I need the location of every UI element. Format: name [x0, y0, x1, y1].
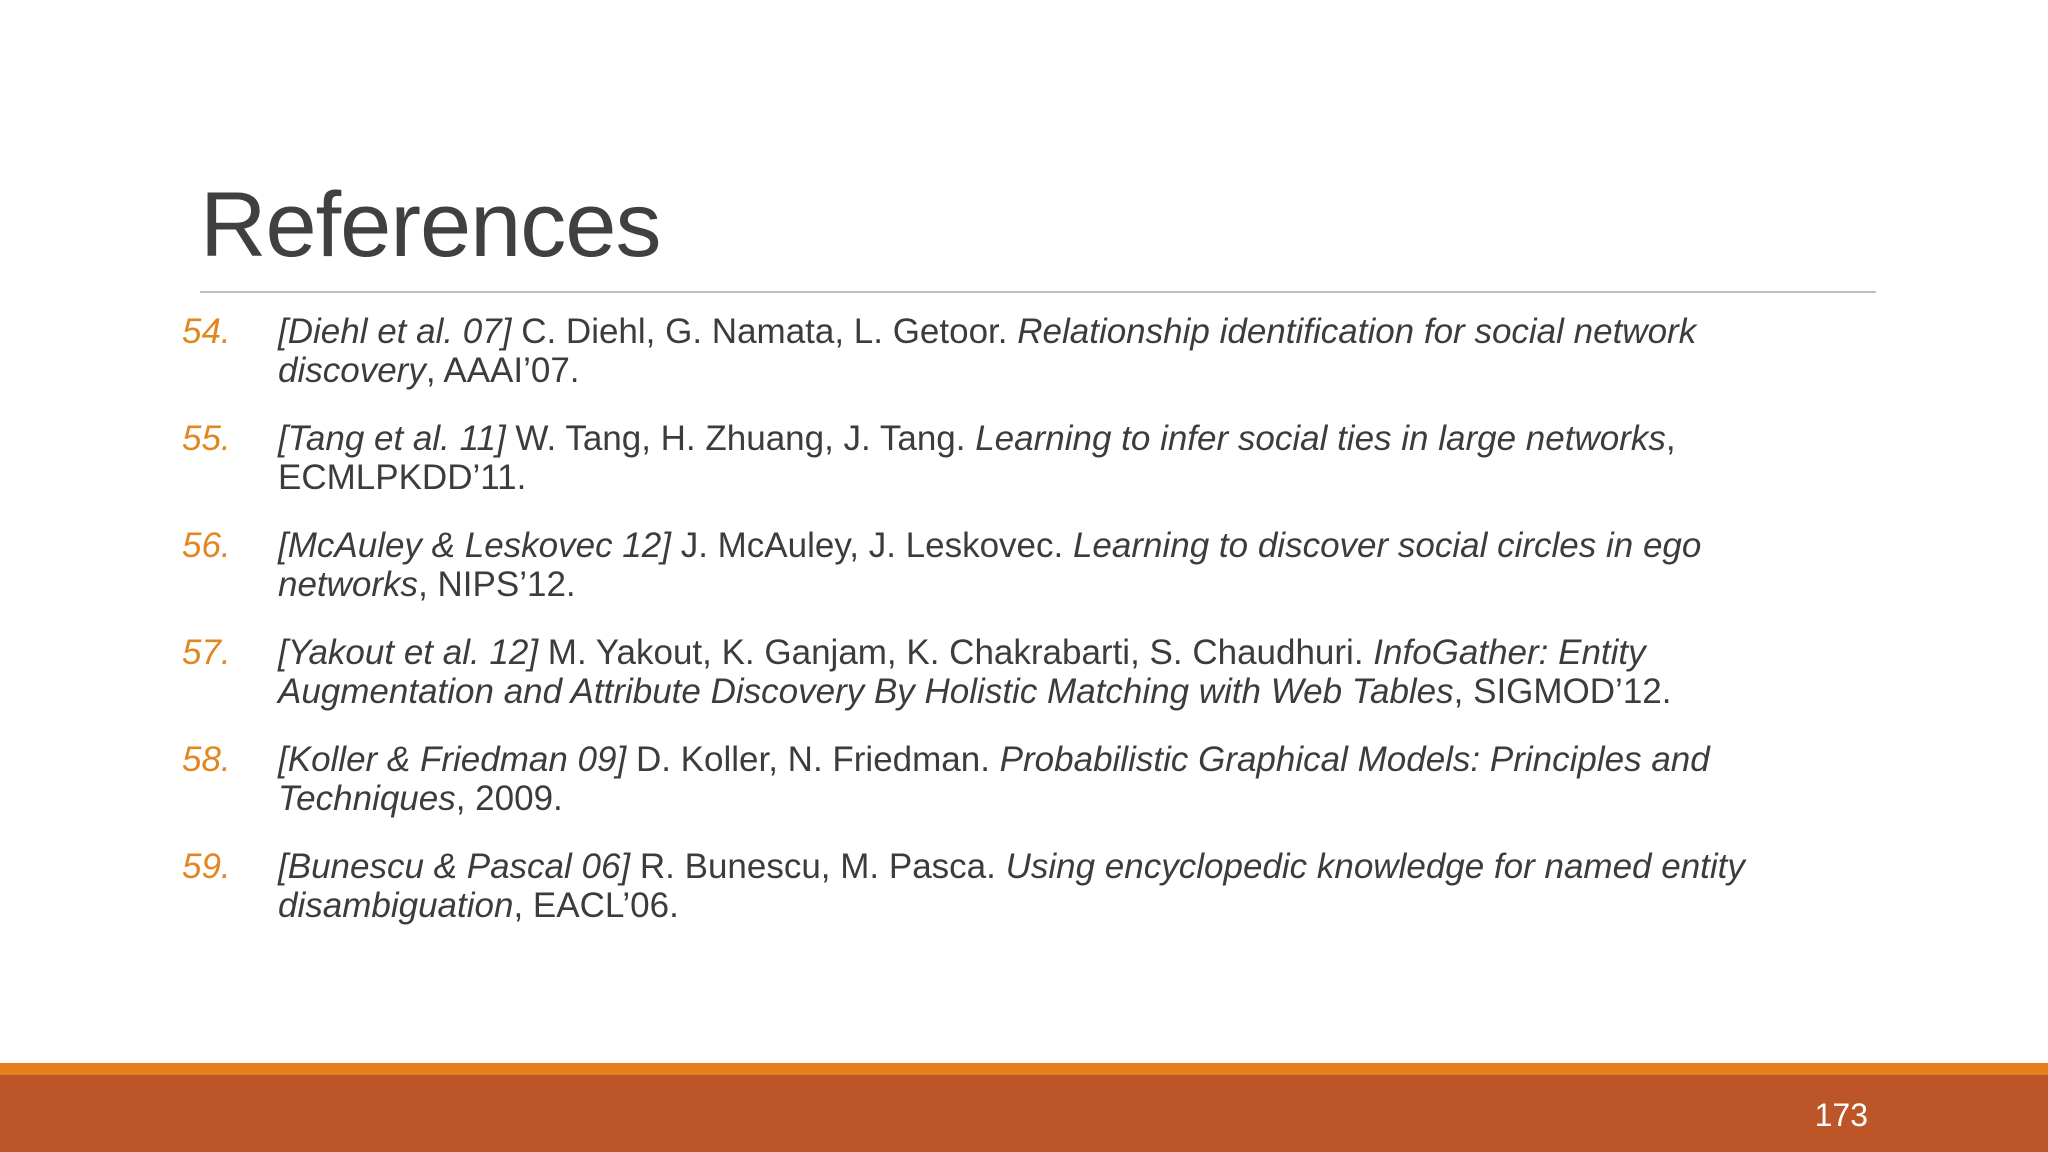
reference-key: [Bunescu & Pascal 06]	[278, 847, 631, 886]
slide-title: References	[200, 174, 661, 276]
reference-authors: J. McAuley, J. Leskovec.	[670, 526, 1073, 565]
reference-work: Learning to infer social ties in large networks	[975, 419, 1666, 458]
reference-number: 55.	[182, 419, 231, 458]
reference-text	[278, 312, 1822, 390]
page-number: 173	[1814, 1097, 1868, 1133]
reference-authors: C. Diehl, G. Namata, L. Getoor.	[511, 312, 1018, 351]
reference-venue: , ECMLPKDD’11.	[278, 419, 1676, 497]
reference-item	[182, 526, 1822, 604]
reference-key: [McAuley & Leskovec 12]	[278, 526, 671, 565]
reference-text	[278, 419, 1822, 497]
reference-authors: M. Yakout, K. Ganjam, K. Chakrabarti, S. Chaudhuri.	[538, 633, 1374, 672]
reference-key: [Diehl et al. 07]	[278, 312, 512, 351]
reference-authors: W. Tang, H. Zhuang, J. Tang.	[505, 419, 976, 458]
reference-text	[278, 847, 1822, 925]
reference-work: Probabilistic Graphical Models: Principles and Techniques	[278, 740, 1710, 818]
reference-text	[278, 526, 1822, 604]
reference-key: [Yakout et al. 12]	[278, 633, 539, 672]
reference-list	[182, 312, 1822, 954]
reference-item	[182, 312, 1822, 390]
reference-work: Learning to discover social circles in ego networks	[278, 526, 1702, 604]
reference-number: 58.	[182, 740, 231, 779]
reference-authors: D. Koller, N. Friedman.	[626, 740, 1000, 779]
reference-text	[278, 740, 1822, 818]
reference-venue: , AAAI’07.	[425, 351, 580, 390]
reference-item	[182, 419, 1822, 497]
reference-authors: R. Bunescu, M. Pasca.	[630, 847, 1006, 886]
reference-key: [Koller & Friedman 09]	[278, 740, 627, 779]
reference-text	[278, 633, 1822, 711]
title-divider	[200, 291, 1876, 293]
reference-number: 59.	[182, 847, 231, 886]
reference-item	[182, 847, 1822, 925]
reference-venue: , EACL’06.	[513, 886, 679, 925]
reference-venue: , 2009.	[455, 779, 563, 818]
reference-work: InfoGather: Entity Augmentation and Attribute Discovery By Holistic Matching with Web Tables	[278, 633, 1646, 711]
reference-venue: , SIGMOD’12.	[1453, 672, 1672, 711]
reference-item	[182, 633, 1822, 711]
reference-item	[182, 740, 1822, 818]
reference-work: Relationship identification for social network discovery	[278, 312, 1697, 390]
reference-venue: , NIPS’12.	[418, 565, 576, 604]
reference-work: Using encyclopedic knowledge for named entity disambiguation	[278, 847, 1745, 925]
reference-number: 56.	[182, 526, 231, 565]
footer-accent-line	[0, 1063, 2048, 1075]
reference-number: 54.	[182, 312, 231, 351]
footer-bar	[0, 1075, 2048, 1152]
reference-key: [Tang et al. 11]	[278, 419, 506, 458]
reference-number: 57.	[182, 633, 231, 672]
